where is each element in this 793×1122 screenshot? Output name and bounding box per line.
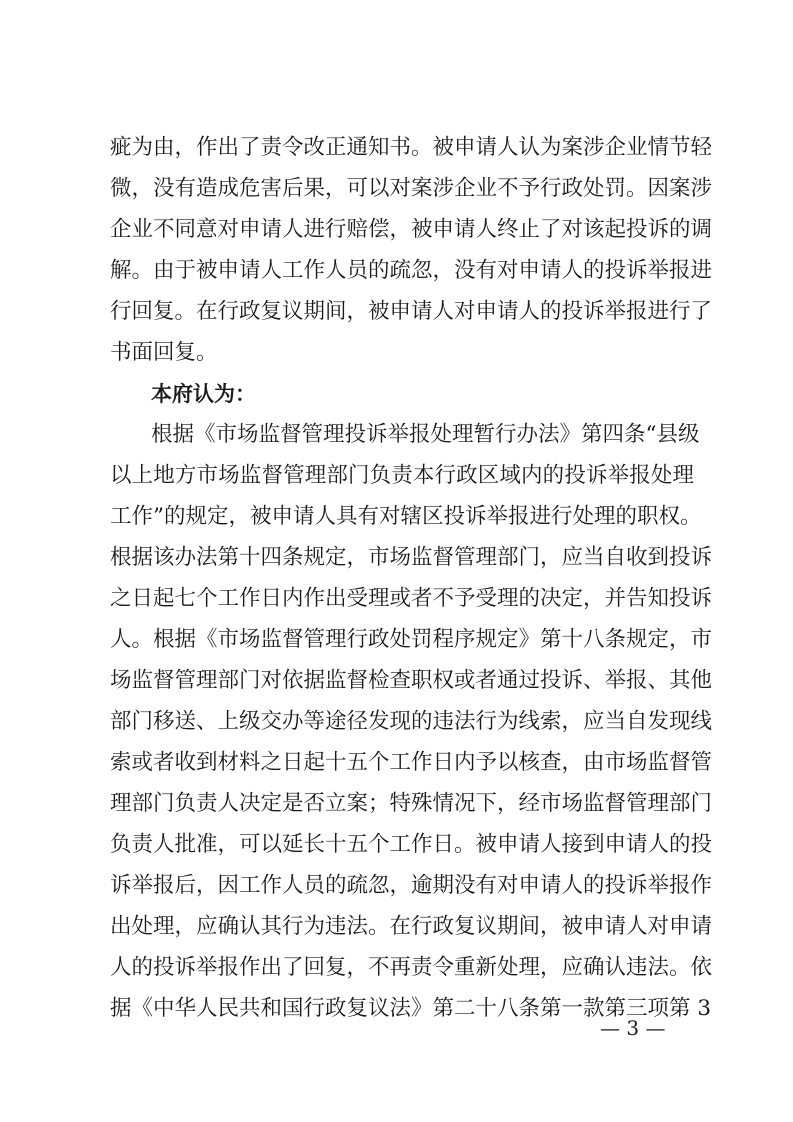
paragraph-2-line-9: 索或者收到材料之日起十五个工作日内予以核查，由市场监督管 <box>110 750 713 775</box>
paragraph-2-line-3: 工作”的规定，被申请人具有对辖区投诉举报进行处理的职权。 <box>110 504 702 529</box>
paragraph-2-line-10: 理部门负责人决定是否立案；特殊情况下，经市场监督管理部门 <box>110 791 713 816</box>
paragraph-2-line-15: 据《中华人民共和国行政复议法》第二十八条第一款第三项第 3 <box>110 996 712 1021</box>
paragraph-1-line-4: 解。由于被申请人工作人员的疏忽，没有对申请人的投诉举报进 <box>110 258 713 283</box>
paragraph-2-line-8: 部门移送、上级交办等途径发现的违法行为线索，应当自发现线 <box>110 709 713 734</box>
paragraph-2-line-14: 人的投诉举报作出了回复，不再责令重新处理，应确认违法。依 <box>110 955 713 980</box>
paragraph-1-line-2: 微，没有造成危害后果，可以对案涉企业不予行政处罚。因案涉 <box>110 176 713 201</box>
paragraph-2-line-13: 出处理，应确认其行为违法。在行政复议期间，被申请人对申请 <box>110 914 713 939</box>
paragraph-2-line-11: 负责人批准，可以延长十五个工作日。被申请人接到申请人的投 <box>110 832 713 857</box>
paragraph-2-line-2: 以上地方市场监督管理部门负责本行政区域内的投诉举报处理 <box>110 463 694 488</box>
paragraph-1-line-6: 书面回复。 <box>110 340 218 365</box>
paragraph-2-line-5: 之日起七个工作日内作出受理或者不予受理的决定，并告知投诉 <box>110 586 713 611</box>
paragraph-1-line-1: 疵为由，作出了责令改正通知书。被申请人认为案涉企业情节轻 <box>110 135 713 160</box>
paragraph-1-line-3: 企业不同意对申请人进行赔偿，被申请人终止了对该起投诉的调 <box>110 217 713 242</box>
paragraph-2-line-6: 人。根据《市场监督管理行政处罚程序规定》第十八条规定，市 <box>110 627 713 652</box>
paragraph-2-line-4: 根据该办法第十四条规定，市场监督管理部门，应当自收到投诉 <box>110 545 713 570</box>
paragraph-1-line-5: 行回复。在行政复议期间，被申请人对申请人的投诉举报进行了 <box>110 299 713 324</box>
paragraph-2-line-12: 诉举报后，因工作人员的疏忽，逾期没有对申请人的投诉举报作 <box>110 873 713 898</box>
paragraph-2-line-1: 根据《市场监督管理投诉举报处理暂行办法》第四条“县级 <box>151 422 700 447</box>
paragraph-2-line-7: 场监督管理部门对依据监督检查职权或者通过投诉、举报、其他 <box>110 668 713 693</box>
page-number: — 3 — <box>600 1016 666 1040</box>
section-heading: 本府认为： <box>151 382 256 406</box>
